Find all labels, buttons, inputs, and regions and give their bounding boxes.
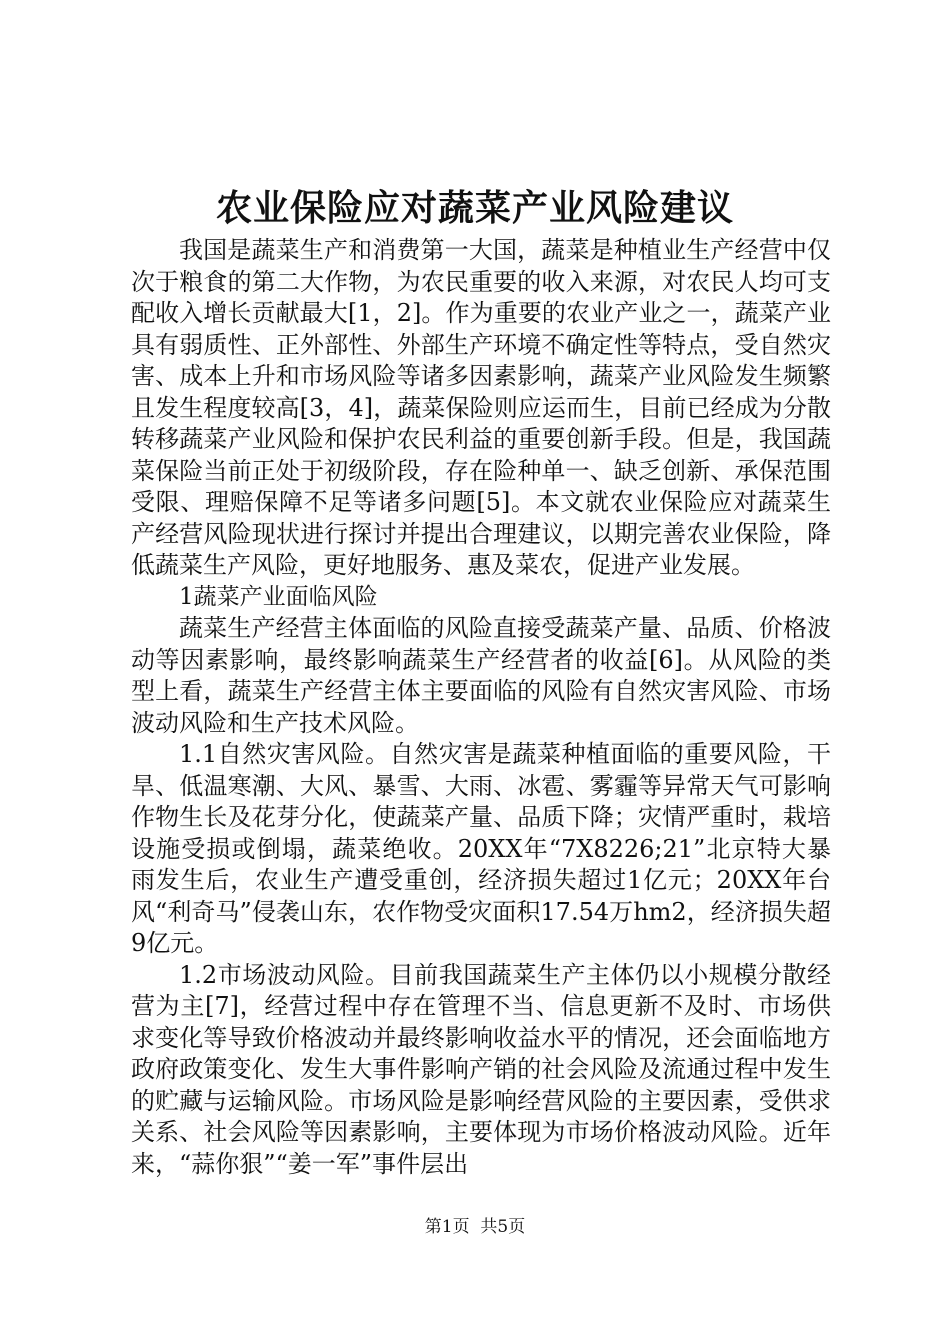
- paragraph-intro: 我国是蔬菜生产和消费第一大国，蔬菜是种植业生产经营中仅次于粮食的第二大作物，为农民重要的收入来源，对农民人均可支配收入增长贡献最大[1，2]。作为重要的农业产业之一，蔬菜产业具有弱质性、正外部性、外部生产环境不确定性等特点，受自然灾害、成本上升和市场风险等诸多因素影响，蔬菜产业风险发生频繁且发生程度较高[3，4]，蔬菜保险则应运而生，目前已经成为分散转移蔬菜产业风险和保护农民利益的重要创新手段。但是，我国蔬菜保险当前正处于初级阶段，存在险种单一、缺乏创新、承保范围受限、理赔保障不足等诸多问题[5]。本文就农业保险应对蔬菜生产经营风险现状进行探讨并提出合理建议，以期完善农业保险，降低蔬菜生产风险，更好地服务、惠及菜农，促进产业发展。: [131, 236, 831, 579]
- page-total: 共5页: [480, 1217, 526, 1237]
- paragraph-section-1: 蔬菜生产经营主体面临的风险直接受蔬菜产量、品质、价格波动等因素影响，最终影响蔬菜生产经营者的收益[6]。从风险的类型上看，蔬菜生产经营主体主要面临的风险有自然灾害风险、市场波动风险和生产技术风险。: [131, 614, 831, 737]
- page-number: 第1页: [424, 1217, 470, 1237]
- document-body: [131, 235, 831, 1180]
- page-footer: [0, 1215, 950, 1239]
- section-heading-1: 1蔬菜产业面临风险: [179, 583, 378, 610]
- paragraph-market-risk: 1.2市场波动风险。目前我国蔬菜生产主体仍以小规模分散经营为主[7]，经营过程中存在管理不当、信息更新不及时、市场供求变化等导致价格波动并最终影响收益水平的情况，还会面临地方政府政策变化、发生大事件影响产销的社会风险及流通过程中发生的贮藏与运输风险。市场风险是影响经营风险的主要因素，受供求关系、社会风险等因素影响，主要体现为市场价格波动风险。近年来，“蒜你狠”“姜一军”事件层出: [131, 960, 831, 1178]
- paragraph-natural-disaster-risk: 1.1自然灾害风险。自然灾害是蔬菜种植面临的重要风险，干旱、低温寒潮、大风、暴雪、大雨、冰雹、雾霾等异常天气可影响作物生长及花芽分化，使蔬菜产量、品质下降；灾情严重时，栽培设施受损或倒塌，蔬菜绝收。20XX年“7X8226;21”北京特大暴雨发生后，农业生产遭受重创，经济损失超过1亿元；20XX年台风“利奇马”侵袭山东，农作物受灾面积17.54万hm2，经济损失超9亿元。: [131, 740, 831, 957]
- document-title: 农业保险应对蔬菜产业风险建议: [215, 187, 734, 229]
